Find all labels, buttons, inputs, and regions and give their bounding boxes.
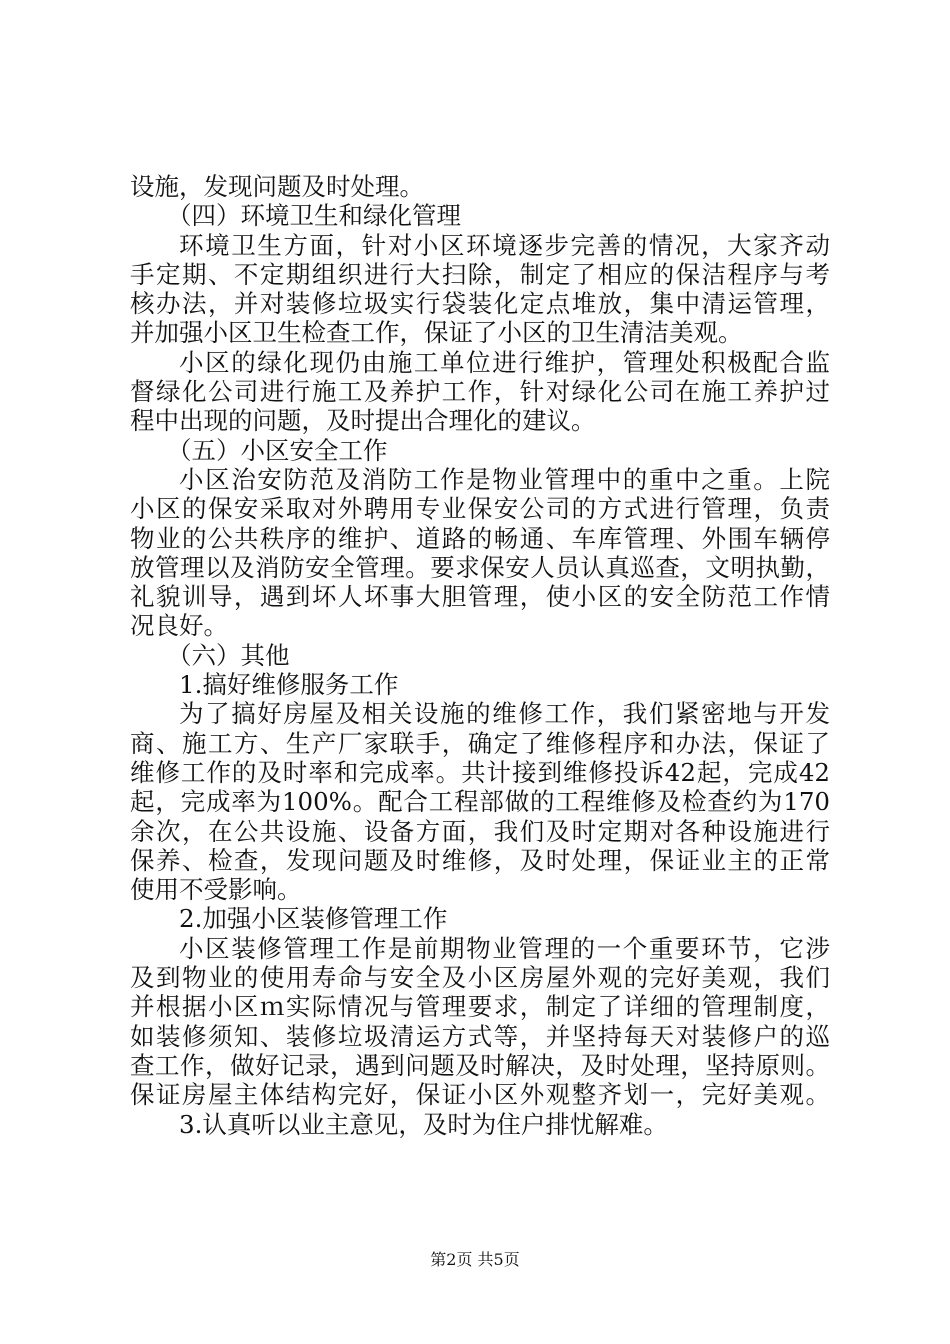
text-line: 手定期、不定期组织进行大扫除，制定了相应的保洁程序与考 <box>130 259 830 289</box>
text-line: 及到物业的使用寿命与安全及小区房屋外观的完好美观，我们 <box>130 963 830 993</box>
text-line: 如装修须知、装修垃圾清运方式等，并坚持每天对装修户的巡 <box>130 1021 830 1051</box>
text-line: 3.认真听以业主意见，及时为住户排忧解难。 <box>179 1109 668 1139</box>
text-line: 礼貌训导，遇到坏人坏事大胆管理，使小区的安全防范工作情 <box>130 582 830 612</box>
text-line: 余次，在公共设施、设备方面，我们及时定期对各种设施进行 <box>130 816 830 846</box>
text-line: 核办法，并对装修垃圾实行袋装化定点堆放，集中清运管理， <box>130 289 830 319</box>
text-line: 起，完成率为100%。配合工程部做的工程维修及检查约为170 <box>130 787 830 817</box>
text-line: 维修工作的及时率和完成率。共计接到维修投诉42起，完成42 <box>130 757 830 787</box>
text-line: 保养、检查，发现问题及时维修，及时处理，保证业主的正常 <box>130 845 830 875</box>
page-footer: 第2页 共5页 <box>430 1250 520 1269</box>
section-heading: （四）环境卫生和绿化管理 <box>167 201 461 231</box>
text-line: 1.搞好维修服务工作 <box>179 670 399 700</box>
text-line: 使用不受影响。 <box>130 875 302 905</box>
document-body <box>130 172 830 1139</box>
text-line: 设施，发现问题及时处理。 <box>130 172 424 201</box>
text-line: 督绿化公司进行施工及养护工作，针对绿化公司在施工养护过 <box>130 377 830 407</box>
text-line: 况良好。 <box>130 611 228 641</box>
text-line: 小区的保安采取对外聘用专业保安公司的方式进行管理，负责 <box>130 494 830 524</box>
text-line: 保证房屋主体结构完好，保证小区外观整齐划一，完好美观。 <box>130 1080 830 1110</box>
text-line: 为了搞好房屋及相关设施的维修工作，我们紧密地与开发 <box>179 699 830 729</box>
text-line: 小区治安防范及消防工作是物业管理中的重中之重。上院 <box>179 464 830 494</box>
text-line: 程中出现的问题，及时提出合理化的建议。 <box>130 406 596 436</box>
text-line: 小区装修管理工作是前期物业管理的一个重要环节，它涉 <box>179 933 830 963</box>
section-heading: （六）其他 <box>167 640 290 670</box>
text-line: 并根据小区ｍ实际情况与管理要求，制定了详细的管理制度， <box>130 992 830 1022</box>
text-line: 商、施工方、生产厂家联手，确定了维修程序和办法，保证了 <box>130 728 830 758</box>
text-line: 2.加强小区装修管理工作 <box>179 904 448 934</box>
section-heading: （五）小区安全工作 <box>167 435 388 465</box>
text-line: 物业的公共秩序的维护、道路的畅通、车库管理、外围车辆停 <box>130 523 830 553</box>
text-line: 查工作，做好记录，遇到问题及时解决，及时处理，坚持原则。 <box>130 1050 830 1080</box>
text-line: 小区的绿化现仍由施工单位进行维护，管理处积极配合监 <box>179 347 830 377</box>
text-line: 放管理以及消防安全管理。要求保安人员认真巡查，文明执勤， <box>130 552 830 582</box>
text-line: 环境卫生方面，针对小区环境逐步完善的情况，大家齐动 <box>179 230 830 260</box>
text-line: 并加强小区卫生检查工作，保证了小区的卫生清洁美观。 <box>130 318 743 348</box>
